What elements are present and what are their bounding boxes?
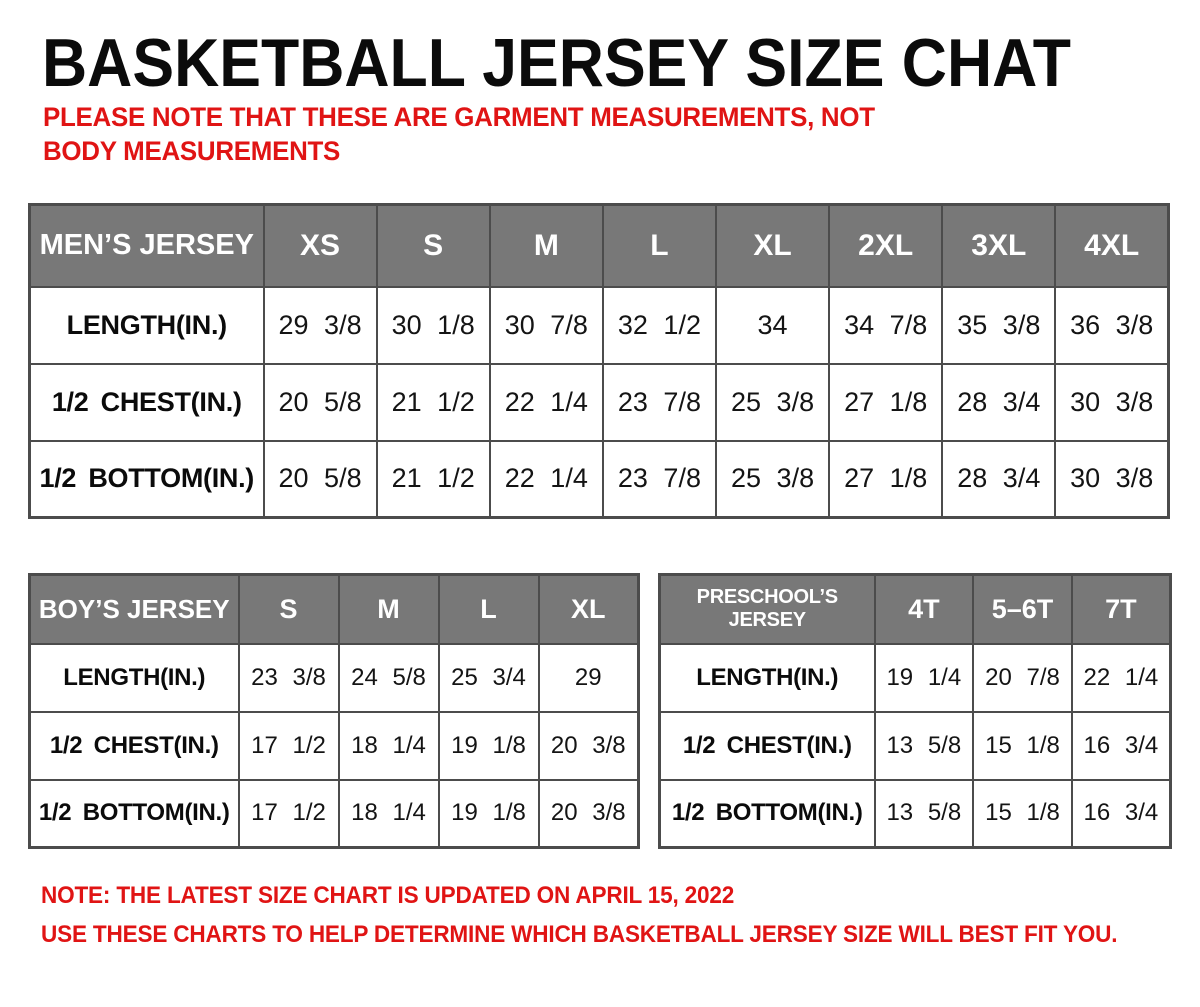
measurement-value: 23 7/8	[603, 364, 716, 441]
measurement-value: 30 3/8	[1055, 441, 1168, 518]
measurement-value: 25 3/8	[716, 441, 829, 518]
measurement-value: 20 7/8	[973, 644, 1072, 712]
measurement-value: 22 1/4	[1072, 644, 1171, 712]
boys-jersey-size-M: M	[339, 575, 439, 644]
row-label: LENGTH(IN.)	[30, 287, 264, 364]
measurement-value: 22 1/4	[490, 364, 603, 441]
row-label: LENGTH(IN.)	[660, 644, 875, 712]
preschools-jersey-title: PRESCHOOL’S JERSEY	[660, 575, 875, 644]
mens-jersey-header-row	[30, 205, 1169, 287]
table-row	[660, 780, 1171, 848]
measurement-value: 25 3/8	[716, 364, 829, 441]
boys-jersey-table	[28, 573, 640, 849]
mens-jersey-size-L: L	[603, 205, 716, 287]
measurement-value: 30 1/8	[377, 287, 490, 364]
mens-jersey-table	[28, 203, 1170, 519]
preschools-jersey-size-4T: 4T	[875, 575, 974, 644]
measurement-value: 23 7/8	[603, 441, 716, 518]
measurement-value: 19 1/4	[875, 644, 974, 712]
measurement-value: 27 1/8	[829, 441, 942, 518]
mens-jersey-size-2XL: 2XL	[829, 205, 942, 287]
table-row	[30, 364, 1169, 441]
mens-jersey-size-3XL: 3XL	[942, 205, 1055, 287]
table-row	[30, 780, 639, 848]
table-row	[30, 441, 1169, 518]
table-row	[30, 712, 639, 780]
mens-jersey-size-M: M	[490, 205, 603, 287]
measurement-value: 20 5/8	[264, 364, 377, 441]
mens-jersey-grid	[28, 203, 1170, 519]
measurement-value: 15 1/8	[973, 780, 1072, 848]
preschools-jersey-size-7T: 7T	[1072, 575, 1171, 644]
preschools-jersey-header-row	[660, 575, 1171, 644]
measurement-value: 16 3/4	[1072, 712, 1171, 780]
measurement-value: 24 5/8	[339, 644, 439, 712]
mens-jersey-title: MEN’S JERSEY	[30, 205, 264, 287]
garment-measurements-note: PLEASE NOTE THAT THESE ARE GARMENT MEASUREMENTS, NOT BODY MEASUREMENTS	[43, 102, 875, 167]
measurement-value: 34 7/8	[829, 287, 942, 364]
measurement-value: 21 1/2	[377, 441, 490, 518]
mens-jersey-size-S: S	[377, 205, 490, 287]
table-row	[660, 644, 1171, 712]
preschools-jersey-grid	[658, 573, 1172, 849]
updated-date-note: NOTE: THE LATEST SIZE CHART IS UPDATED ON APRIL 15, 2022	[41, 882, 735, 909]
measurement-value: 19 1/8	[439, 780, 539, 848]
measurement-value: 36 3/8	[1055, 287, 1168, 364]
mens-jersey-size-XS: XS	[264, 205, 377, 287]
measurement-value: 25 3/4	[439, 644, 539, 712]
measurement-value: 20 5/8	[264, 441, 377, 518]
measurement-value: 19 1/8	[439, 712, 539, 780]
usage-note: USE THESE CHARTS TO HELP DETERMINE WHICH BASKETBALL JERSEY SIZE WILL BEST FIT YOU.	[41, 921, 1118, 948]
mens-jersey-size-4XL: 4XL	[1055, 205, 1168, 287]
measurement-value: 29	[539, 644, 639, 712]
measurement-value: 20 3/8	[539, 712, 639, 780]
measurement-value: 32 1/2	[603, 287, 716, 364]
boys-jersey-grid	[28, 573, 640, 849]
measurement-value: 27 1/8	[829, 364, 942, 441]
measurement-value: 23 3/8	[239, 644, 339, 712]
preschools-jersey-table	[658, 573, 1172, 849]
measurement-value: 30 7/8	[490, 287, 603, 364]
measurement-value: 17 1/2	[239, 780, 339, 848]
preschools-jersey-size-5–6T: 5–6T	[973, 575, 1072, 644]
measurement-value: 15 1/8	[973, 712, 1072, 780]
page-title: BASKETBALL JERSEY SIZE CHAT	[42, 25, 1071, 101]
measurement-value: 29 3/8	[264, 287, 377, 364]
row-label: LENGTH(IN.)	[30, 644, 239, 712]
measurement-value: 13 5/8	[875, 712, 974, 780]
table-row	[30, 287, 1169, 364]
row-label: 1/2 CHEST(IN.)	[30, 364, 264, 441]
measurement-value: 20 3/8	[539, 780, 639, 848]
measurement-value: 34	[716, 287, 829, 364]
boys-jersey-title: BOY’S JERSEY	[30, 575, 239, 644]
measurement-value: 28 3/4	[942, 441, 1055, 518]
measurement-value: 16 3/4	[1072, 780, 1171, 848]
mens-jersey-size-XL: XL	[716, 205, 829, 287]
measurement-value: 18 1/4	[339, 712, 439, 780]
boys-jersey-size-L: L	[439, 575, 539, 644]
measurement-value: 13 5/8	[875, 780, 974, 848]
boys-jersey-size-S: S	[239, 575, 339, 644]
measurement-value: 22 1/4	[490, 441, 603, 518]
row-label: 1/2 CHEST(IN.)	[660, 712, 875, 780]
measurement-value: 21 1/2	[377, 364, 490, 441]
measurement-value: 18 1/4	[339, 780, 439, 848]
row-label: 1/2 BOTTOM(IN.)	[660, 780, 875, 848]
table-row	[660, 712, 1171, 780]
row-label: 1/2 CHEST(IN.)	[30, 712, 239, 780]
table-row	[30, 644, 639, 712]
measurement-value: 35 3/8	[942, 287, 1055, 364]
row-label: 1/2 BOTTOM(IN.)	[30, 441, 264, 518]
boys-jersey-size-XL: XL	[539, 575, 639, 644]
measurement-value: 17 1/2	[239, 712, 339, 780]
measurement-value: 30 3/8	[1055, 364, 1168, 441]
boys-jersey-header-row	[30, 575, 639, 644]
row-label: 1/2 BOTTOM(IN.)	[30, 780, 239, 848]
measurement-value: 28 3/4	[942, 364, 1055, 441]
